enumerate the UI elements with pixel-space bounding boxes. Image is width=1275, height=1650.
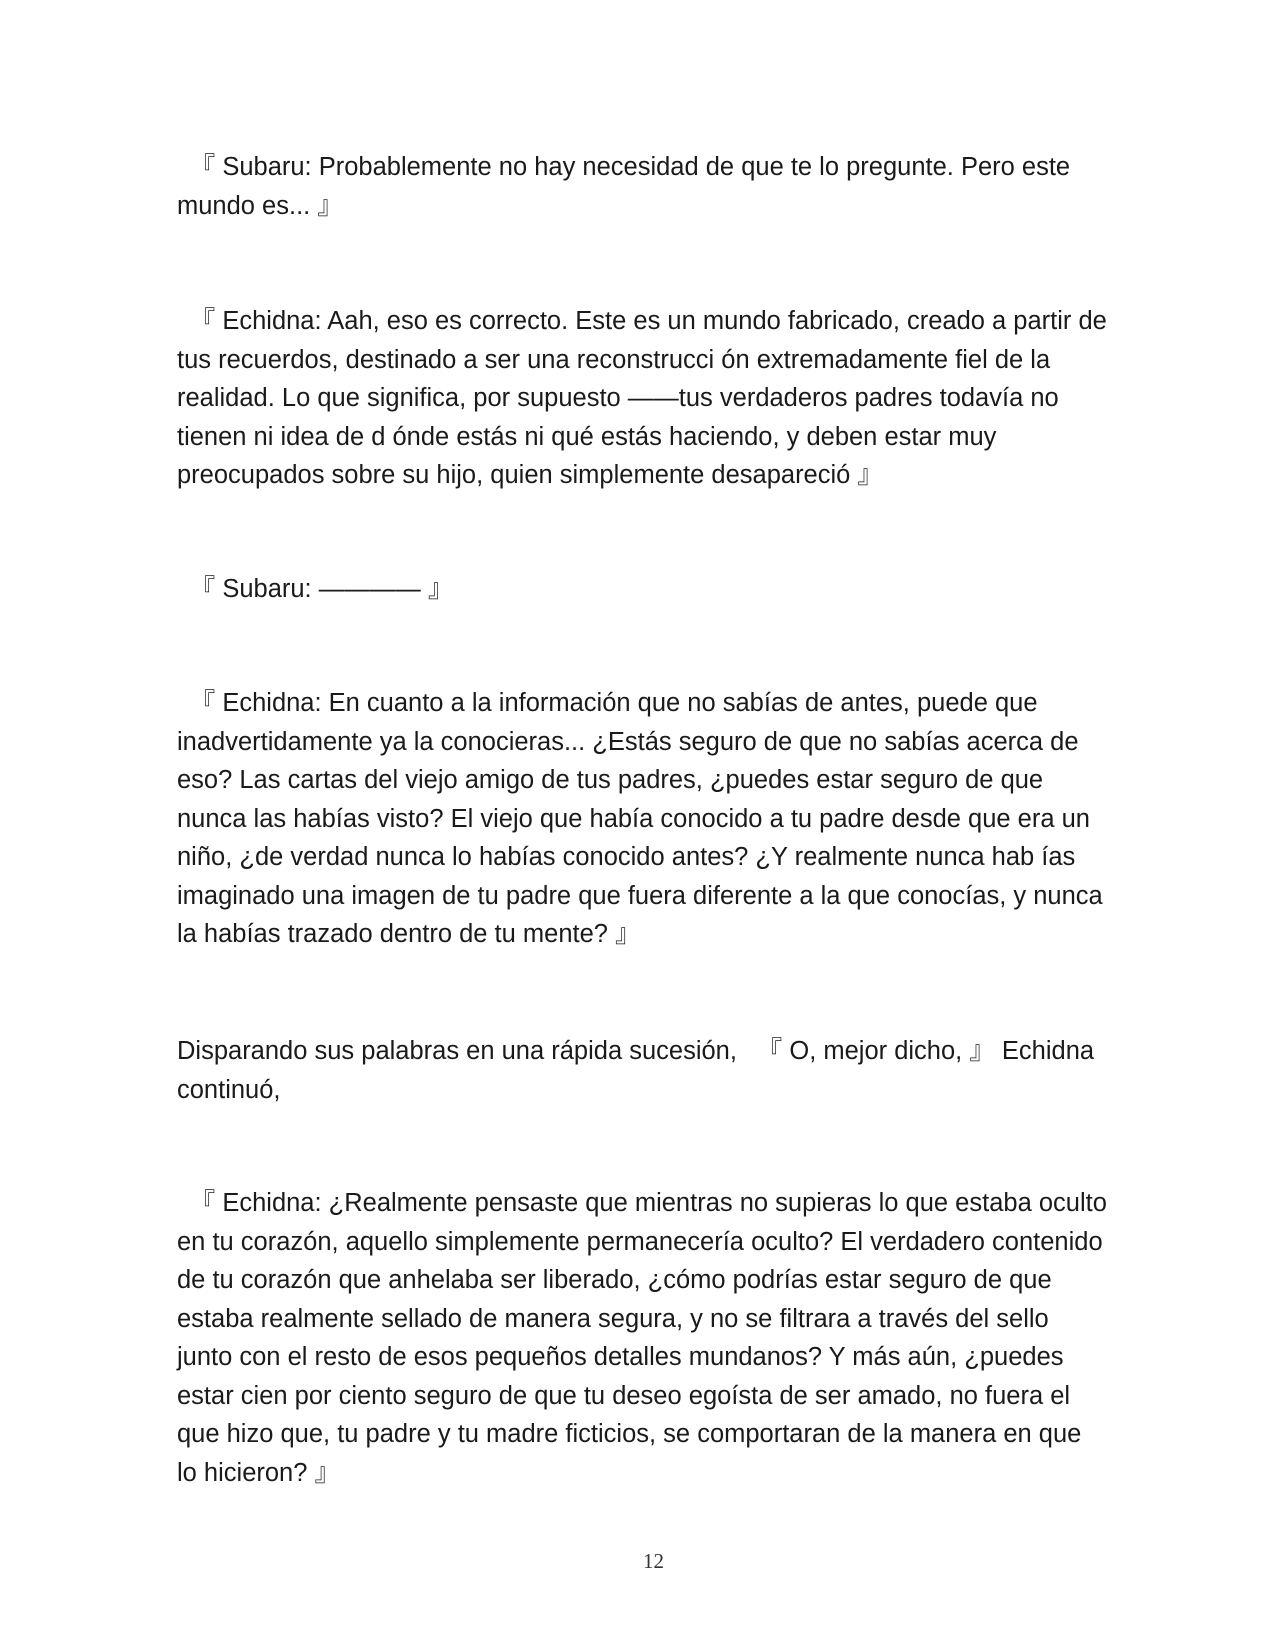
paragraph-echidna-information: 『 Echidna: En cuanto a la información que no sabías de antes, puede que inadvertidamente ya la conocieras... ¿Estás seguro de que no sabías acerca de eso? Las cartas del viejo amigo de tus padres, ¿puedes estar seguro de que nunca las habías visto? El viejo que había conocido a tu padre desde que era un niño, ¿de verdad nunca lo habías conocido antes? ¿Y realmente nunca hab ías imaginado una imagen de tu padre que fuera diferente a la que conocías, y nunca la habías trazado dentro de tu mente? 』 [177,689,1103,948]
page-number: 12 [643,1549,664,1573]
paragraph-echidna-fabricated-world: 『 Echidna: Aah, eso es correcto. Este es un mundo fabricado, creado a partir de tus recuerdos, destinado a ser una reconstrucci ón extremadamente fiel de la realidad. Lo que significa, por supuesto ——tus verdaderos padres todavía no tienen ni idea de d ónde estás ni qué estás haciendo, y deben estar muy preocupados sobre su hijo, quien simplemente desapareció 』 [177,307,1107,489]
paragraph-echidna-heart: 『 Echidna: ¿Realmente pensaste que mientras no supieras lo que estaba oculto en tu corazón, aquello simplemente permanecería oculto? El verdadero contenido de tu corazón que anhelaba ser liberado, ¿cómo podrías estar seguro de que estaba realmente sellado de manera segura, y no se filtrara a través del sello junto con el resto de esos pequeños detalles mundanos? Y más aún, ¿puedes estar cien por ciento seguro de que tu deseo egoísta de ser amado, no fuera el que hizo que, tu padre y tu madre ficticios, se comportaran de la manera en que lo hicieron? 』 [177,1189,1107,1487]
paragraph-narration: Disparando sus palabras en una rápida sucesión, 『 O, mejor dicho, 』 Echidna continuó, [177,1037,1095,1104]
paragraph-subaru-question: 『 Subaru: Probablemente no hay necesidad de que te lo pregunte. Pero este mundo es... 』 [177,153,1071,220]
paragraph-subaru-silence: 『 Subaru: ———— 』 [177,575,454,603]
